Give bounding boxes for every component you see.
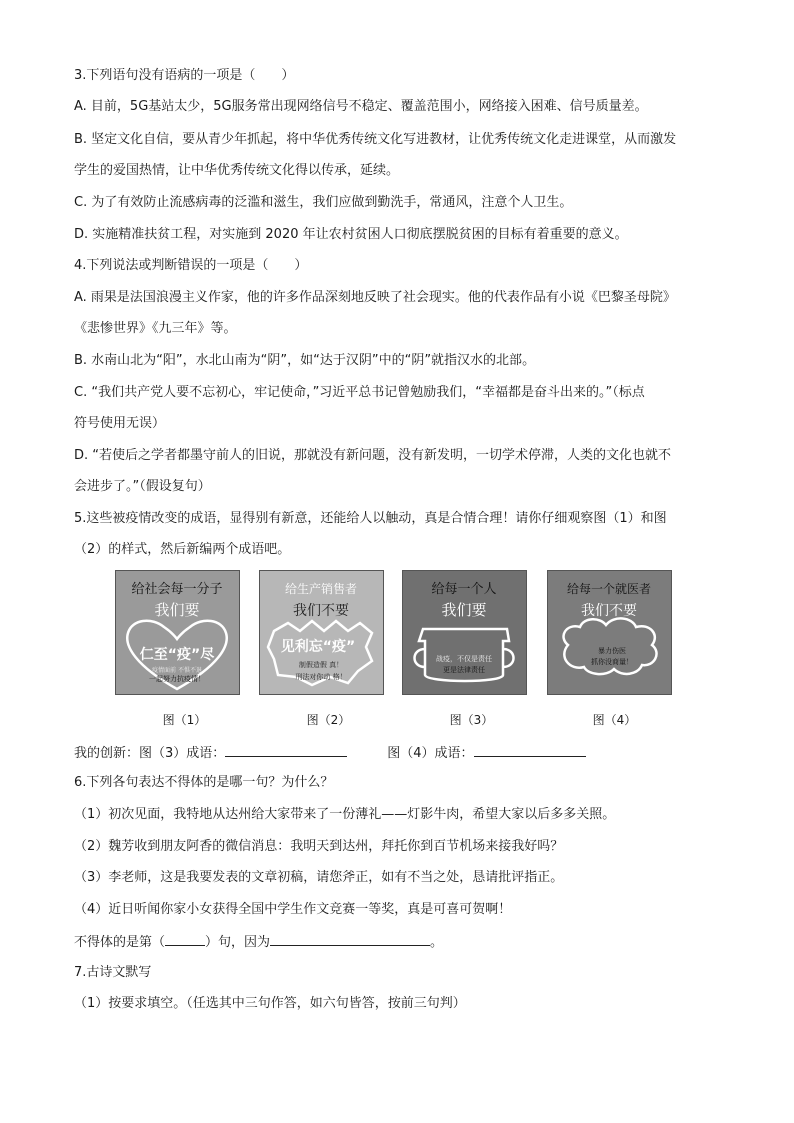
q5-answer-label-4: 图（4）成语：	[387, 746, 474, 761]
poster-1-svg	[116, 571, 239, 694]
q3-option-c: C. 为了有效防止流感病毒的泛滥和滋生，我们应做到勤洗手，常通风，注意个人卫生。	[74, 195, 573, 210]
q4-stem: 4.下列说法或判断错误的一项是（ ）	[74, 258, 308, 273]
poster-3-caption: 图（3）	[449, 713, 494, 727]
poster-1-caption: 图（1）	[162, 713, 207, 727]
poster-4-small1: 暴力伤医	[598, 647, 626, 655]
poster-3-mid: 我们要	[441, 601, 487, 619]
poster-4-svg	[548, 571, 671, 694]
q5-answer-label-3: 我的创新：图（3）成语：	[74, 746, 226, 761]
q3-option-b-line1: B. 坚定文化自信，要从青少年抓起，将中华优秀传统文化写进教材，让优秀传统文化走进课堂，从而激发	[74, 132, 677, 147]
q6-answer-blank-number[interactable]	[165, 932, 205, 946]
q6-answer-blank-reason[interactable]	[270, 932, 430, 946]
q4-option-b: B. 水南山北为“阳”，水北山南为“阴”，如“达于汉阴”中的“阴”就指汉水的北部。	[74, 353, 536, 368]
q6-sentence-3: （3）李老师，这是我要发表的文章初稿，请您斧正，如有不当之处，恳请批评指正。	[74, 870, 564, 885]
poster-4-image	[547, 570, 672, 695]
q4-option-d-line1: D. “若使后之学者都墨守前人的旧说，那就没有新问题，没有新发明，一切学术停滞，人类的文化也就不	[74, 448, 672, 463]
poster-3-svg	[403, 571, 526, 694]
poster-1-mid: 我们要	[154, 601, 200, 619]
poster-4-mid: 我们不要	[581, 603, 637, 619]
poster-1-small2: 一起努力抗疫情！	[149, 675, 205, 683]
q6-stem: 6.下列各句表达不得体的是哪一句？为什么？	[74, 775, 334, 790]
poster-4-top: 给每一个就医者	[566, 582, 652, 596]
poster-1-word: 仁至“疫”尽	[139, 647, 215, 663]
q5-stem-line2: （2）的样式，然后新编两个成语吧。	[74, 542, 291, 557]
q4-option-a-line1: A. 雨果是法国浪漫主义作家，他的许多作品深刻地反映了社会现实。他的代表作品有小说《巴黎圣母院》	[74, 290, 676, 305]
poster-2-small2: 刑法对你动 格！	[295, 673, 347, 681]
poster-3-top: 给每一个人	[431, 582, 497, 597]
poster-3-image	[402, 570, 527, 695]
poster-1-image	[115, 570, 240, 695]
q5-answer-blank-3[interactable]	[225, 743, 347, 757]
q6-answer-pre: 不得体的是第（	[74, 935, 166, 950]
poster-4-caption: 图（4）	[592, 713, 637, 727]
q4-option-c-line2: 符号使用无误）	[74, 416, 166, 431]
poster-2-caption: 图（2）	[306, 713, 351, 727]
poster-2-image	[259, 570, 384, 695]
poster-1-top: 给社会每一分子	[131, 582, 223, 597]
q6-sentence-4: （4）近日听闻你家小女获得全国中学生作文竞赛一等奖，真是可喜可贺啊！	[74, 902, 512, 917]
poster-2-word: 见利忘“疫”	[280, 639, 356, 655]
q3-option-b-line2: 学生的爱国热情，让中华优秀传统文化得以传承，延续。	[74, 163, 400, 178]
q3-stem: 3.下列语句没有语病的一项是（ ）	[74, 68, 295, 83]
q4-option-d-line2: 会进步了。”（假设复句）	[74, 479, 211, 494]
q4-option-a-line2: 《悲惨世界》《九三年》等。	[74, 321, 237, 336]
q6-answer-row	[74, 932, 443, 952]
q7-sub1: （1）按要求填空。（任选其中三句作答，如六句皆答，按前三句判）	[74, 996, 466, 1011]
q3-option-d: D. 实施精准扶贫工程，对实施到 2020 年让农村贫困人口彻底摆脱贫困的目标有着重要的意义。	[74, 227, 628, 242]
poster-2-svg	[260, 571, 383, 694]
q4-option-c-line1: C. “我们共产党人要不忘初心，牢记使命，”习近平总书记曾勉励我们，“幸福都是奋斗出来的。”（标点	[74, 385, 645, 400]
q6-answer-end: 。	[430, 935, 444, 950]
poster-3-small1: 战疫，不仅是责任	[436, 655, 492, 663]
q6-sentence-2: （2）魏芳收到朋友阿香的微信消息：我明天到达州，拜托你到百节机场来接我好吗？	[74, 839, 564, 854]
poster-2-mid: 我们不要	[293, 603, 349, 619]
q3-option-a: A. 目前，5G基站太少，5G服务常出现网络信号不稳定、覆盖范围小，网络接入困难、信号质量差。	[74, 99, 648, 114]
q5-answer-blank-4[interactable]	[474, 743, 586, 757]
poster-2-top: 给生产销售者	[284, 582, 358, 596]
q5-stem-line1: 5.这些被疫情改变的成语，显得别有新意，还能给人以触动，真是合情合理！请你仔细观察图（1）和图	[74, 511, 667, 526]
q5-answer-row	[74, 743, 586, 763]
q7-stem: 7.古诗文默写	[74, 965, 152, 980]
q6-answer-mid: ）句，因为	[205, 935, 271, 950]
poster-4-small2: 抓你没商量！	[591, 658, 633, 666]
poster-2-small1: 制假造假 真！	[298, 661, 344, 669]
poster-1-small1: 疫情面前 不惧不退	[152, 667, 202, 674]
poster-3-small2: 更是法律责任	[443, 666, 485, 674]
q6-sentence-1: （1）初次见面，我特地从达州给大家带来了一份薄礼——灯影牛肉，希望大家以后多多关照。	[74, 807, 616, 822]
